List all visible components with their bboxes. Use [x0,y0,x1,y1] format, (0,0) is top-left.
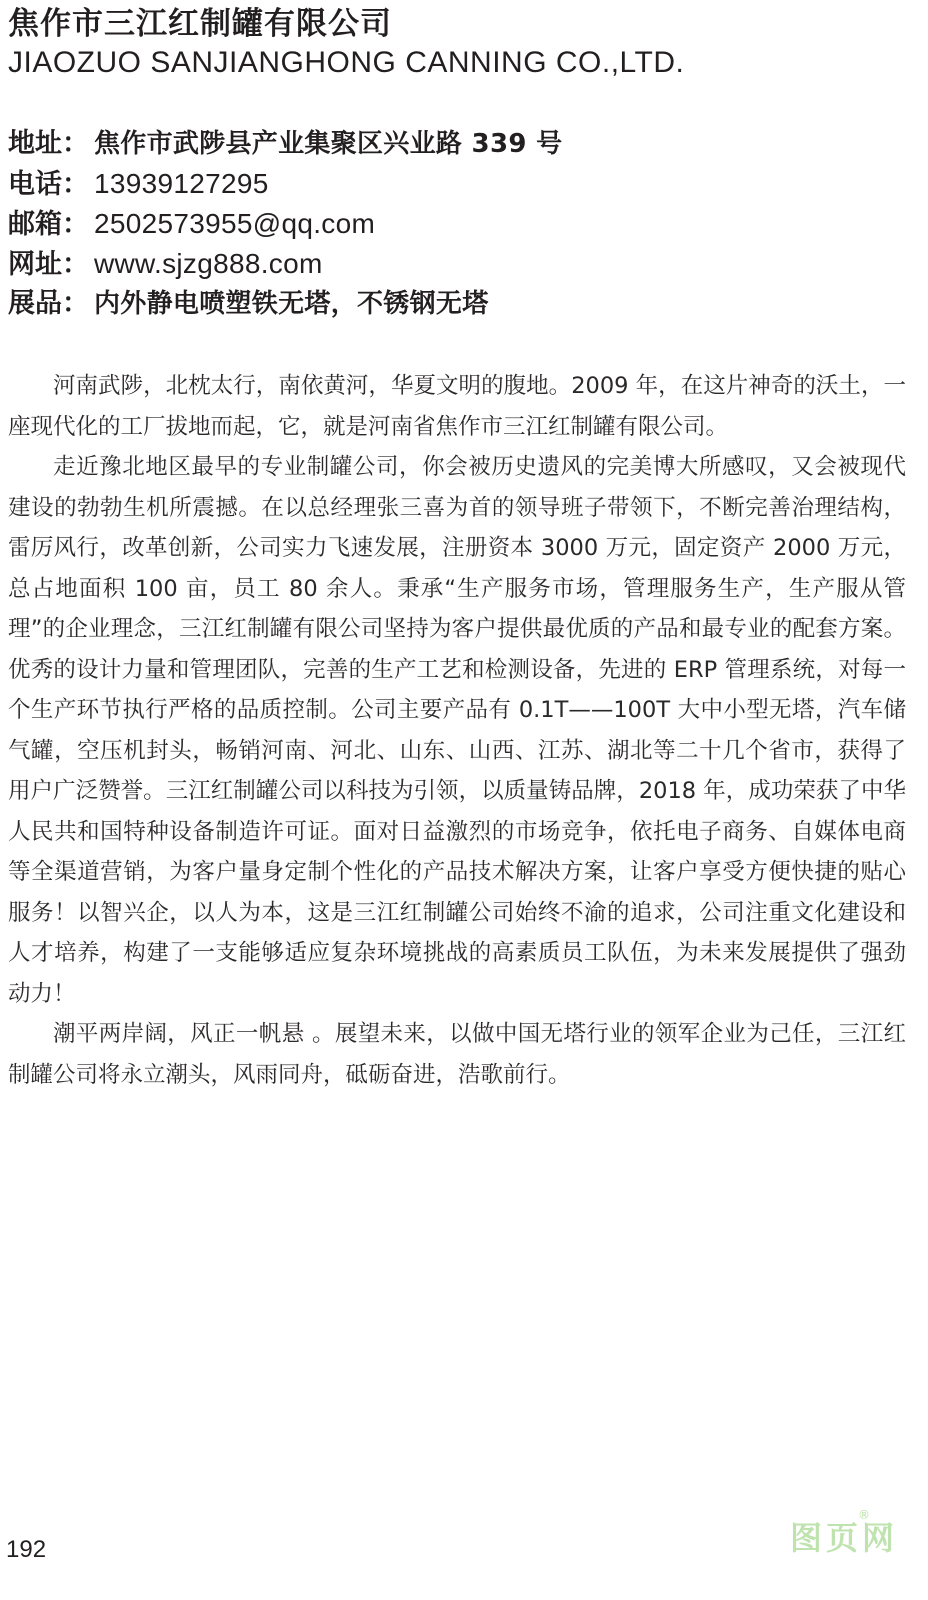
company-name-chinese: 焦作市三江红制罐有限公司 [8,6,392,42]
contact-email [8,204,562,244]
address-value: 焦作市武陟县产业集聚区兴业路 339 号 [94,129,563,159]
contact-website [8,244,562,284]
company-introduction [8,366,906,1095]
website-value: www.sjzg888.com [94,248,323,279]
website-label: 网址： [8,249,89,280]
email-label: 邮箱： [8,209,89,240]
address-label: 地址： [8,128,89,159]
intro-paragraph-2: 走近豫北地区最早的专业制罐公司，你会被历史遗风的完美博大所感叹，又会被现代建设的勃勃生机所震撼。在以总经理张三喜为首的领导班子带领下，不断完善治理结构，雷厉风行，改革创新，公司实力飞速发展，注册资本 3000 万元，固定资产 2000 万元，总占地面积 100 亩，员工 80 余人。秉承“生产服务市场，管理服务生产，生产服从管理”的企业理念，三江红制罐有限公司坚持为客户提供最优质的产品和最专业的配套方案。优秀的设计力量和管理团队，完善的生产工艺和检测设备，先进的 ERP 管理系统，对每一个生产环节执行严格的品质控制。公司主要产品有 0.1T——100T 大中小型无塔，汽车储气罐，空压机封头，畅销河南、河北、山东、山西、江苏、湖北等二十几个省市，获得了用户广泛赞誉。三江红制罐公司以科技为引领，以质量铸品牌，2018 年，成功荣获了中华人民共和国特种设备制造许可证。面对日益激烈的市场竞争，依托电子商务、自媒体电商等全渠道营销，为客户量身定制个性化的产品技术解决方案，让客户享受方便快捷的贴心服务！以智兴企，以人为本，这是三江红制罐公司始终不渝的追求，公司注重文化建设和人才培养，构建了一支能够适应复杂环境挑战的高素质员工队伍，为未来发展提供了强劲动力！ [8,454,906,1007]
page-number: 192 [6,1536,47,1563]
company-name-english: JIAOZUO SANJIANGHONG CANNING CO.,LTD. [8,46,685,79]
intro-paragraph-1: 河南武陟，北枕太行，南依黄河，华夏文明的腹地。2009 年，在这片神奇的沃土，一座现代化的工厂拔地而起，它，就是河南省焦作市三江红制罐有限公司。 [8,373,906,440]
exhibits-label: 展品： [8,288,89,319]
registered-mark: ® [858,1508,870,1522]
contact-exhibits [8,284,562,324]
email-value: 2502573955@qq.com [94,208,376,239]
contact-address [8,124,562,164]
phone-value: 13939127295 [94,168,269,199]
watermark-logo: 图页网 [789,1519,898,1557]
contact-info-list [8,124,562,324]
exhibits-value: 内外静电喷塑铁无塔，不锈钢无塔 [94,289,489,319]
contact-phone [8,164,562,204]
phone-label: 电话： [8,169,89,200]
intro-paragraph-3: 潮平两岸阔，风正一帆悬 。展望未来，以做中国无塔行业的领军企业为己任，三江红制罐公司将永立潮头，风雨同舟，砥砺奋进，浩歌前行。 [8,1021,906,1088]
